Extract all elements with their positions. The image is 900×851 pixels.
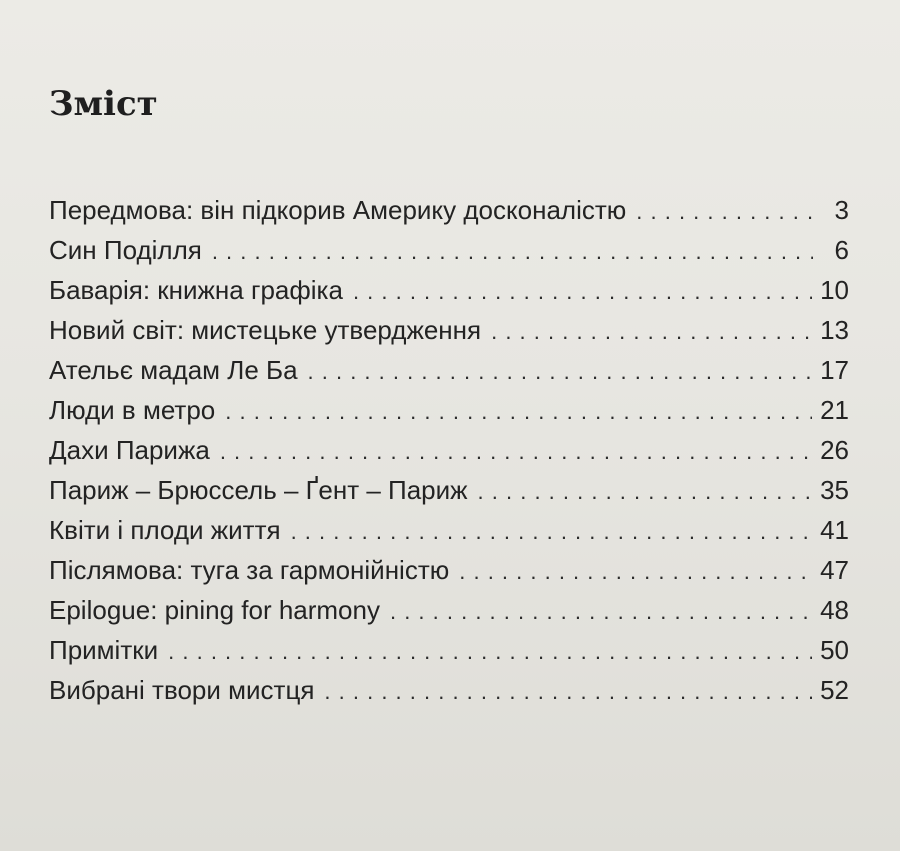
toc-entry bbox=[49, 190, 849, 230]
toc-entry-title: Вибрані твори мистця bbox=[49, 675, 315, 705]
toc-entry-title: Новий світ: мистецьке утвердження bbox=[49, 315, 482, 345]
toc-entry bbox=[49, 390, 849, 430]
toc-entry bbox=[49, 470, 849, 510]
dot-leader bbox=[353, 272, 812, 312]
dot-leader bbox=[220, 432, 812, 472]
toc-entry bbox=[49, 670, 849, 710]
toc-entry-title: Epilogue: pining for harmony bbox=[49, 595, 380, 625]
dot-leader bbox=[478, 472, 813, 512]
toc-entry bbox=[49, 630, 849, 670]
dot-leader bbox=[225, 392, 812, 432]
toc-entry-title: Син Поділля bbox=[49, 235, 202, 265]
toc-page-number: 26 bbox=[820, 435, 849, 465]
toc-entry-title: Люди в метро bbox=[49, 395, 216, 425]
toc-page-number: 3 bbox=[834, 195, 849, 225]
toc-entry bbox=[49, 310, 849, 350]
toc-entry-title: Баварія: книжна графіка bbox=[49, 275, 343, 305]
toc-entry-title: Париж – Брюссель – Ґент – Париж bbox=[49, 475, 468, 505]
toc-page-number: 50 bbox=[820, 635, 849, 665]
toc-page-number: 13 bbox=[820, 315, 849, 345]
toc-entry-title: Післямова: туга за гармонійністю bbox=[49, 555, 450, 585]
toc-page-number: 21 bbox=[820, 395, 849, 425]
toc-entry-title: Дахи Парижа bbox=[49, 435, 210, 465]
toc-page-number: 17 bbox=[820, 355, 849, 385]
toc-entry-title: Ательє мадам Ле Ба bbox=[49, 355, 298, 385]
dot-leader bbox=[308, 352, 813, 392]
toc-page-number: 35 bbox=[820, 475, 849, 505]
toc-page-number: 52 bbox=[820, 675, 849, 705]
toc-entry bbox=[49, 270, 849, 310]
dot-leader bbox=[212, 232, 813, 272]
toc-entry bbox=[49, 230, 849, 270]
dot-leader bbox=[636, 192, 813, 232]
toc-entry bbox=[49, 430, 849, 470]
toc-entry bbox=[49, 590, 849, 630]
toc-entry bbox=[49, 350, 849, 390]
toc-entry bbox=[49, 510, 849, 550]
toc-page-number: 6 bbox=[834, 235, 849, 265]
dot-leader bbox=[291, 512, 813, 552]
toc-entry-title: Примітки bbox=[49, 635, 159, 665]
toc-page-number: 48 bbox=[820, 595, 849, 625]
toc-page-number: 47 bbox=[820, 555, 849, 585]
dot-leader bbox=[390, 592, 812, 632]
toc-entry-title: Передмова: він підкорив Америку досконалістю bbox=[49, 195, 627, 225]
page-title: Зміст bbox=[49, 84, 158, 124]
dot-leader bbox=[491, 312, 812, 352]
toc-page-number: 10 bbox=[820, 275, 849, 305]
dot-leader bbox=[324, 672, 812, 712]
toc-entry-title: Квіти і плоди життя bbox=[49, 515, 281, 545]
toc-entry bbox=[49, 550, 849, 590]
toc-page-number: 41 bbox=[820, 515, 849, 545]
dot-leader bbox=[459, 552, 812, 592]
dot-leader bbox=[168, 632, 812, 672]
